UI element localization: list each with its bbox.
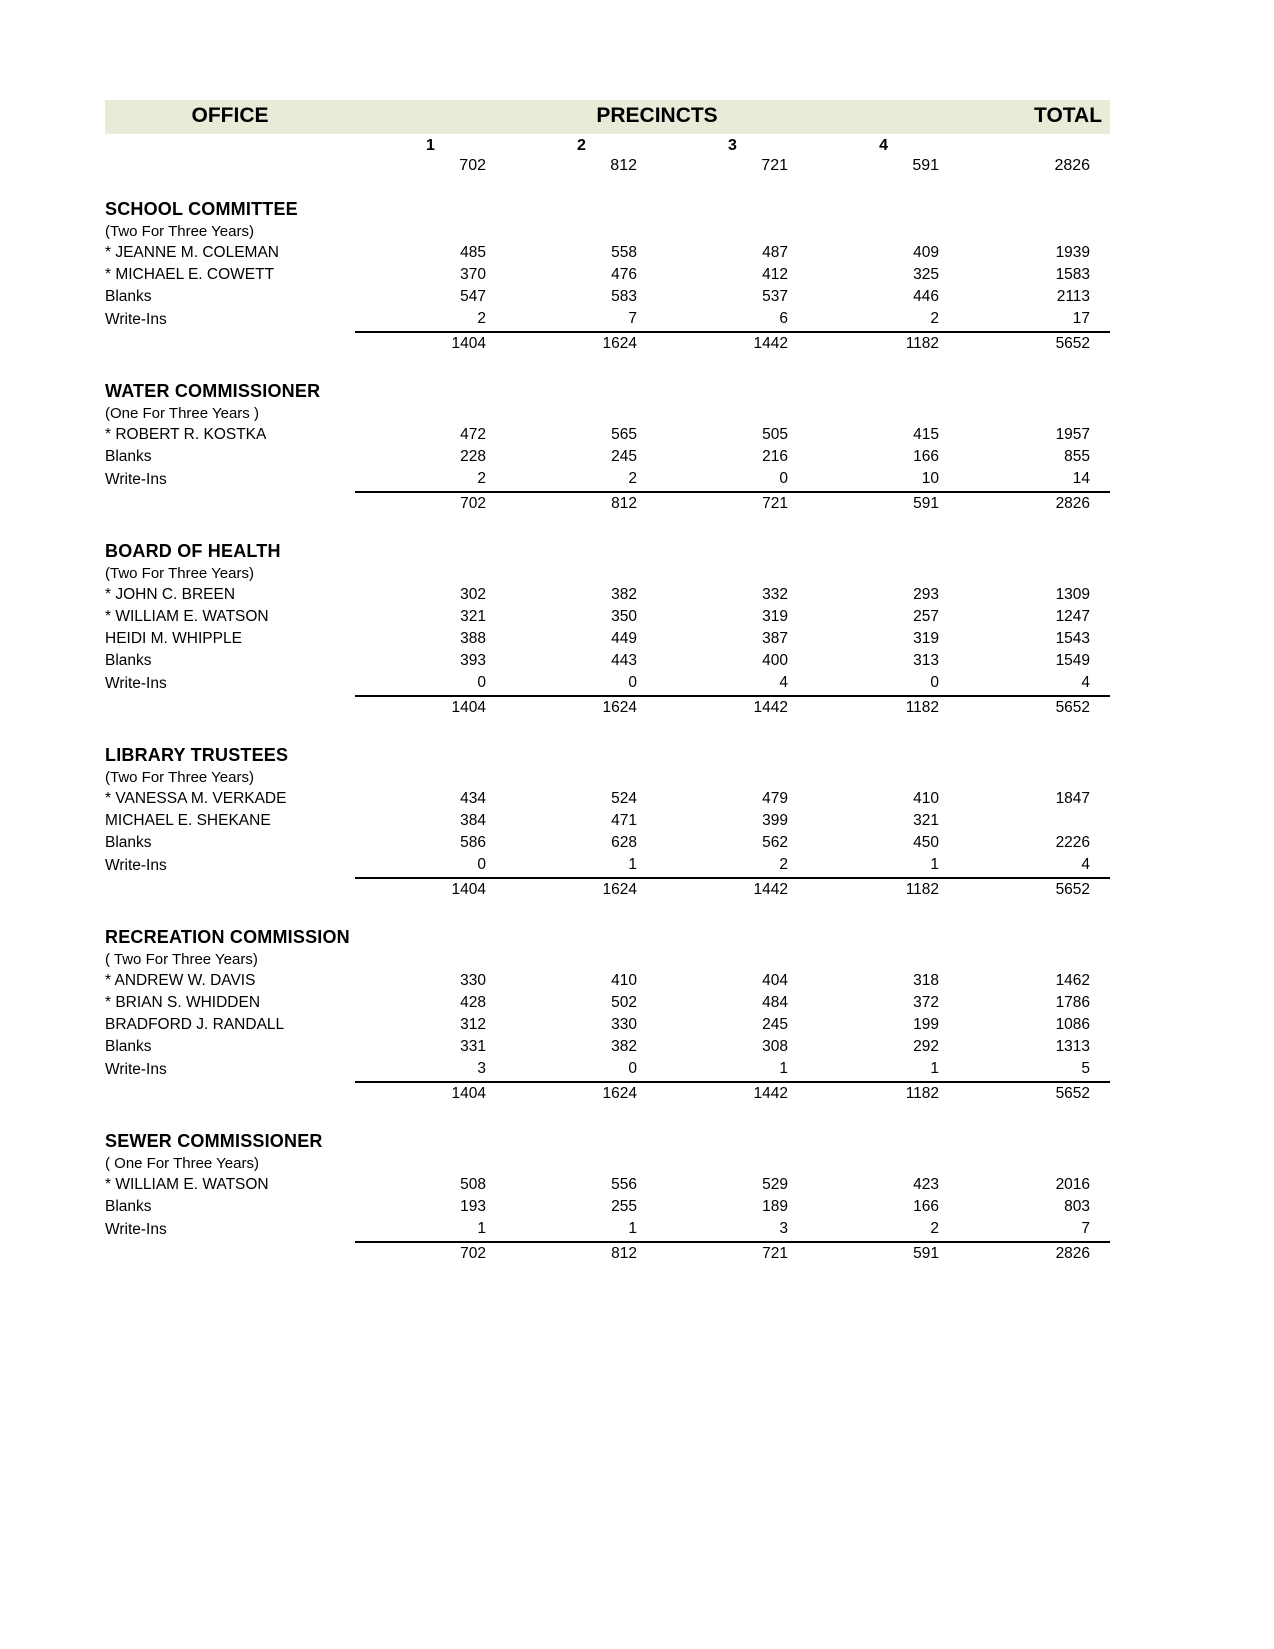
vote-count-total: 2113 xyxy=(1056,288,1091,305)
vote-count-precinct-3: 245 xyxy=(762,1016,788,1033)
candidate-label: * WILLIAM E. WATSON xyxy=(105,1176,269,1193)
section-total-label xyxy=(105,492,355,515)
vote-count-precinct-3: 562 xyxy=(762,834,788,851)
section-total-label xyxy=(105,1082,355,1105)
vote-count-precinct-2: 245 xyxy=(611,448,637,465)
vote-count-precinct-4: 325 xyxy=(913,266,940,283)
vote-count-precinct-1: 2 xyxy=(355,468,506,492)
candidate-label: * ROBERT R. KOSTKA xyxy=(105,426,267,443)
vote-count-precinct-4: 450 xyxy=(913,834,940,851)
section-total-precinct-3: 1442 xyxy=(753,699,788,716)
vote-count-precinct-1: 321 xyxy=(460,608,486,625)
section-total-row xyxy=(105,1242,1110,1265)
turnout-total: 2826 xyxy=(1054,157,1091,174)
office-subtitle: ( Two For Three Years) xyxy=(105,951,258,968)
vote-count-precinct-2: 255 xyxy=(611,1198,637,1215)
vote-count-precinct-4: 415 xyxy=(913,426,940,443)
candidate-label: Blanks xyxy=(105,652,152,669)
candidate-label: * BRIAN S. WHIDDEN xyxy=(105,994,261,1011)
vote-count-precinct-1: 330 xyxy=(460,972,486,989)
vote-count-total: 14 xyxy=(959,468,1110,492)
turnout-precinct-2: 812 xyxy=(610,157,637,174)
section-total-precinct-3: 1442 xyxy=(753,335,788,352)
vote-count-precinct-1: 508 xyxy=(460,1176,486,1193)
vote-count-precinct-4: 0 xyxy=(808,672,959,696)
section-total-precinct-2: 1624 xyxy=(602,881,637,898)
vote-count-precinct-2: 1 xyxy=(506,1218,657,1242)
vote-count-precinct-1: 312 xyxy=(460,1016,486,1033)
vote-count-total: 1847 xyxy=(1055,790,1091,807)
precinct-turnout-row xyxy=(105,156,1110,177)
vote-count-precinct-4: 166 xyxy=(913,448,940,465)
office-title-row xyxy=(105,1109,1110,1154)
office-title: LIBRARY TRUSTEES xyxy=(105,745,289,765)
office-subtitle-row xyxy=(105,404,1110,424)
table-row xyxy=(105,970,1110,992)
section-total-precinct-2: 1624 xyxy=(602,1085,637,1102)
section-total-precinct-3: 1442 xyxy=(753,881,788,898)
vote-count-precinct-1: 302 xyxy=(460,586,486,603)
vote-count-total: 1786 xyxy=(1055,994,1091,1011)
table-row xyxy=(105,810,1110,832)
vote-count-precinct-3: 216 xyxy=(762,448,788,465)
office-title-row xyxy=(105,905,1110,950)
vote-count-precinct-4: 293 xyxy=(913,586,940,603)
vote-count-precinct-2: 0 xyxy=(506,1058,657,1082)
vote-count-total: 1309 xyxy=(1055,586,1091,603)
vote-count-precinct-3: 537 xyxy=(762,288,788,305)
table-row xyxy=(105,242,1110,264)
vote-count-precinct-4: 313 xyxy=(913,652,940,669)
vote-count-total: 1313 xyxy=(1055,1038,1091,1055)
sections-body xyxy=(105,177,1110,1269)
vote-count-precinct-1: 331 xyxy=(460,1038,486,1055)
header-total: TOTAL xyxy=(959,100,1110,134)
vote-count-precinct-3: 0 xyxy=(657,468,808,492)
table-row xyxy=(105,1196,1110,1218)
turnout-row-label xyxy=(105,156,355,177)
vote-count-precinct-1: 228 xyxy=(460,448,486,465)
vote-count-precinct-3: 189 xyxy=(762,1198,788,1215)
candidate-label: Blanks xyxy=(105,834,152,851)
vote-count-precinct-2: 524 xyxy=(611,790,637,807)
vote-count-total: 1247 xyxy=(1055,608,1091,625)
table-row xyxy=(105,992,1110,1014)
vote-count-precinct-1: 384 xyxy=(460,812,486,829)
vote-count-precinct-1: 0 xyxy=(355,672,506,696)
vote-count-precinct-4: 319 xyxy=(913,630,940,647)
vote-count-precinct-2: 0 xyxy=(506,672,657,696)
vote-count-precinct-1: 370 xyxy=(460,266,486,283)
vote-count-precinct-2: 565 xyxy=(611,426,637,443)
office-subtitle: (Two For Three Years) xyxy=(105,769,254,786)
vote-count-total: 2226 xyxy=(1055,834,1091,851)
office-title: RECREATION COMMISSION xyxy=(105,927,350,947)
section-total-row xyxy=(105,332,1110,355)
section-total-precinct-3: 1442 xyxy=(753,1085,788,1102)
section-total-precinct-1: 702 xyxy=(460,1245,486,1262)
vote-count-precinct-1: 547 xyxy=(460,288,486,305)
vote-count-precinct-3: 479 xyxy=(762,790,788,807)
vote-count-precinct-4: 410 xyxy=(913,790,940,807)
vote-count-precinct-3: 529 xyxy=(762,1176,788,1193)
vote-count-precinct-2: 350 xyxy=(611,608,637,625)
vote-count-total: 5 xyxy=(959,1058,1110,1082)
table-row xyxy=(105,264,1110,286)
vote-count-precinct-4: 409 xyxy=(913,244,940,261)
vote-count-precinct-2: 382 xyxy=(611,586,637,603)
section-total-precinct-2: 1624 xyxy=(602,335,637,352)
vote-count-precinct-2: 382 xyxy=(611,1038,637,1055)
candidate-label: * VANESSA M. VERKADE xyxy=(105,790,287,807)
office-title: SEWER COMMISSIONER xyxy=(105,1131,323,1151)
election-results-table xyxy=(105,100,1110,1269)
section-total-precinct-1: 1404 xyxy=(451,335,486,352)
vote-count-precinct-2: 1 xyxy=(506,854,657,878)
vote-count-precinct-1: 428 xyxy=(460,994,486,1011)
table-row xyxy=(105,832,1110,854)
table-row xyxy=(105,308,1110,332)
vote-count-total: 7 xyxy=(959,1218,1110,1242)
turnout-precinct-1: 702 xyxy=(459,157,486,174)
candidate-label: MICHAEL E. SHEKANE xyxy=(105,812,271,829)
section-total-label xyxy=(105,332,355,355)
vote-count-total: 1543 xyxy=(1055,630,1091,647)
vote-count-total: 1583 xyxy=(1055,266,1091,283)
candidate-label: Blanks xyxy=(105,448,152,465)
precinct-number-row xyxy=(105,134,1110,156)
vote-count-precinct-3: 319 xyxy=(762,608,788,625)
precinct-number-total xyxy=(959,134,1110,156)
candidate-label: * ANDREW W. DAVIS xyxy=(105,972,256,989)
vote-count-precinct-2: 2 xyxy=(506,468,657,492)
vote-count-total: 1957 xyxy=(1055,426,1091,443)
vote-count-precinct-4: 10 xyxy=(808,468,959,492)
vote-count-precinct-1: 485 xyxy=(460,244,486,261)
precinct-row-spacer xyxy=(105,134,355,156)
section-total-precinct-2: 812 xyxy=(611,495,637,512)
vote-count-precinct-2: 502 xyxy=(611,994,637,1011)
section-total-precinct-4: 1182 xyxy=(905,881,940,898)
office-subtitle-row xyxy=(105,1154,1110,1174)
vote-count-precinct-2: 443 xyxy=(611,652,637,669)
header-band xyxy=(105,100,1110,134)
office-title-row xyxy=(105,359,1110,404)
vote-count-precinct-4: 2 xyxy=(808,308,959,332)
section-total-precinct-4: 1182 xyxy=(905,1085,940,1102)
vote-count-precinct-3: 3 xyxy=(657,1218,808,1242)
vote-count-total xyxy=(959,810,1110,832)
section-total-precinct-1: 1404 xyxy=(451,699,486,716)
vote-count-precinct-2: 410 xyxy=(611,972,637,989)
section-total-row xyxy=(105,696,1110,719)
table-row xyxy=(105,854,1110,878)
vote-count-precinct-4: 199 xyxy=(913,1016,940,1033)
vote-count-precinct-2: 556 xyxy=(611,1176,637,1193)
candidate-label: * JEANNE M. COLEMAN xyxy=(105,244,279,261)
vote-count-precinct-2: 583 xyxy=(611,288,637,305)
candidate-label: Blanks xyxy=(105,1038,152,1055)
section-grand-total: 2826 xyxy=(1055,495,1091,512)
vote-count-total: 1939 xyxy=(1055,244,1091,261)
vote-count-precinct-3: 484 xyxy=(762,994,788,1011)
office-title: SCHOOL COMMITTEE xyxy=(105,199,298,219)
table-row xyxy=(105,446,1110,468)
office-title-row xyxy=(105,723,1110,768)
candidate-label: HEIDI M. WHIPPLE xyxy=(105,630,242,647)
candidate-label: Write-Ins xyxy=(105,1061,167,1078)
candidate-label: * JOHN C. BREEN xyxy=(105,586,236,603)
office-subtitle-row xyxy=(105,950,1110,970)
vote-count-precinct-1: 393 xyxy=(460,652,486,669)
candidate-label: Write-Ins xyxy=(105,675,167,692)
turnout-precinct-3: 721 xyxy=(761,157,788,174)
section-total-precinct-4: 591 xyxy=(913,1245,940,1262)
vote-count-precinct-1: 586 xyxy=(460,834,486,851)
vote-count-precinct-1: 2 xyxy=(355,308,506,332)
vote-count-total: 1086 xyxy=(1055,1016,1091,1033)
section-total-precinct-4: 1182 xyxy=(905,335,940,352)
office-subtitle: (Two For Three Years) xyxy=(105,223,254,240)
vote-count-precinct-4: 2 xyxy=(808,1218,959,1242)
vote-count-precinct-1: 193 xyxy=(460,1198,486,1215)
section-total-row xyxy=(105,492,1110,515)
vote-count-precinct-2: 476 xyxy=(611,266,637,283)
vote-count-total: 17 xyxy=(959,308,1110,332)
office-subtitle: ( One For Three Years) xyxy=(105,1155,259,1172)
vote-count-precinct-1: 0 xyxy=(355,854,506,878)
section-grand-total: 5652 xyxy=(1055,881,1091,898)
office-title: BOARD OF HEALTH xyxy=(105,541,281,561)
candidate-label: Write-Ins xyxy=(105,311,167,328)
vote-count-total: 1549 xyxy=(1055,652,1091,669)
vote-count-precinct-3: 487 xyxy=(762,244,788,261)
candidate-label: Write-Ins xyxy=(105,1221,167,1238)
office-subtitle: (Two For Three Years) xyxy=(105,565,254,582)
vote-count-precinct-3: 1 xyxy=(657,1058,808,1082)
candidate-label: Blanks xyxy=(105,1198,152,1215)
section-total-label xyxy=(105,878,355,901)
section-grand-total: 5652 xyxy=(1055,335,1091,352)
precinct-number-2: 2 xyxy=(577,137,586,154)
office-subtitle-row xyxy=(105,768,1110,788)
section-total-precinct-1: 1404 xyxy=(451,881,486,898)
section-total-label xyxy=(105,696,355,719)
table-row xyxy=(105,424,1110,446)
vote-count-precinct-3: 308 xyxy=(762,1038,788,1055)
vote-count-precinct-1: 3 xyxy=(355,1058,506,1082)
vote-count-total: 2016 xyxy=(1055,1176,1091,1193)
table-row xyxy=(105,1218,1110,1242)
vote-count-precinct-4: 292 xyxy=(913,1038,940,1055)
table-row xyxy=(105,628,1110,650)
section-grand-total: 5652 xyxy=(1055,699,1091,716)
candidate-label: * WILLIAM E. WATSON xyxy=(105,608,269,625)
section-total-precinct-4: 591 xyxy=(913,495,940,512)
vote-count-precinct-2: 330 xyxy=(611,1016,637,1033)
vote-count-total: 803 xyxy=(1064,1198,1091,1215)
section-total-precinct-2: 1624 xyxy=(602,699,637,716)
vote-count-precinct-3: 505 xyxy=(762,426,788,443)
section-total-precinct-3: 721 xyxy=(762,1245,788,1262)
section-grand-total: 2826 xyxy=(1055,1245,1091,1262)
office-subtitle-row xyxy=(105,564,1110,584)
vote-count-precinct-4: 372 xyxy=(913,994,940,1011)
table-row xyxy=(105,788,1110,810)
vote-count-precinct-4: 318 xyxy=(913,972,940,989)
section-total-precinct-2: 812 xyxy=(611,1245,637,1262)
vote-count-precinct-4: 1 xyxy=(808,854,959,878)
spacer-cell xyxy=(105,1265,1110,1269)
vote-count-precinct-1: 1 xyxy=(355,1218,506,1242)
vote-count-precinct-3: 412 xyxy=(762,266,788,283)
vote-count-precinct-2: 449 xyxy=(611,630,637,647)
vote-count-precinct-4: 166 xyxy=(913,1198,940,1215)
section-spacer xyxy=(105,1265,1110,1269)
table-row xyxy=(105,1014,1110,1036)
vote-count-total: 1462 xyxy=(1055,972,1091,989)
candidate-label: * MICHAEL E. COWETT xyxy=(105,266,275,283)
office-title: WATER COMMISSIONER xyxy=(105,381,321,401)
vote-count-total: 855 xyxy=(1064,448,1091,465)
section-total-precinct-1: 1404 xyxy=(451,1085,486,1102)
vote-count-precinct-3: 4 xyxy=(657,672,808,696)
vote-count-precinct-3: 399 xyxy=(762,812,788,829)
vote-count-precinct-2: 471 xyxy=(611,812,637,829)
candidate-label: BRADFORD J. RANDALL xyxy=(105,1016,285,1033)
vote-count-precinct-3: 332 xyxy=(762,586,788,603)
table-row xyxy=(105,584,1110,606)
office-title-row xyxy=(105,519,1110,564)
section-total-precinct-4: 1182 xyxy=(905,699,940,716)
precinct-number-4: 4 xyxy=(879,137,888,154)
table-row xyxy=(105,468,1110,492)
vote-count-precinct-2: 628 xyxy=(611,834,637,851)
precinct-number-1: 1 xyxy=(426,137,435,154)
vote-count-precinct-3: 400 xyxy=(762,652,788,669)
candidate-label: Write-Ins xyxy=(105,471,167,488)
precinct-number-3: 3 xyxy=(728,137,737,154)
vote-count-total: 4 xyxy=(959,672,1110,696)
table-row xyxy=(105,1036,1110,1058)
candidate-label: Write-Ins xyxy=(105,857,167,874)
office-subtitle-row xyxy=(105,222,1110,242)
turnout-precinct-4: 591 xyxy=(912,157,940,174)
office-title-row xyxy=(105,177,1110,222)
vote-count-precinct-4: 1 xyxy=(808,1058,959,1082)
vote-count-precinct-1: 472 xyxy=(460,426,486,443)
section-total-precinct-3: 721 xyxy=(762,495,788,512)
vote-count-precinct-4: 321 xyxy=(913,812,940,829)
section-total-row xyxy=(105,878,1110,901)
section-grand-total: 5652 xyxy=(1055,1085,1091,1102)
vote-count-precinct-3: 2 xyxy=(657,854,808,878)
section-total-row xyxy=(105,1082,1110,1105)
vote-count-precinct-4: 423 xyxy=(913,1176,940,1193)
section-total-precinct-1: 702 xyxy=(460,495,486,512)
vote-count-precinct-3: 6 xyxy=(657,308,808,332)
header-office: OFFICE xyxy=(105,100,355,134)
table-body xyxy=(105,100,1110,177)
candidate-label: Blanks xyxy=(105,288,152,305)
vote-count-total: 4 xyxy=(959,854,1110,878)
header-precincts: PRECINCTS xyxy=(355,100,959,134)
vote-count-precinct-1: 388 xyxy=(460,630,486,647)
vote-count-precinct-2: 558 xyxy=(611,244,637,261)
table-row xyxy=(105,650,1110,672)
vote-count-precinct-4: 257 xyxy=(913,608,940,625)
table-row xyxy=(105,1058,1110,1082)
table-row xyxy=(105,286,1110,308)
table-row xyxy=(105,606,1110,628)
vote-count-precinct-3: 404 xyxy=(762,972,788,989)
vote-count-precinct-1: 434 xyxy=(460,790,486,807)
vote-count-precinct-4: 446 xyxy=(913,288,940,305)
vote-count-precinct-2: 7 xyxy=(506,308,657,332)
vote-count-precinct-3: 387 xyxy=(762,630,788,647)
section-total-label xyxy=(105,1242,355,1265)
table-row xyxy=(105,672,1110,696)
office-subtitle: (One For Three Years ) xyxy=(105,405,259,422)
table-row xyxy=(105,1174,1110,1196)
